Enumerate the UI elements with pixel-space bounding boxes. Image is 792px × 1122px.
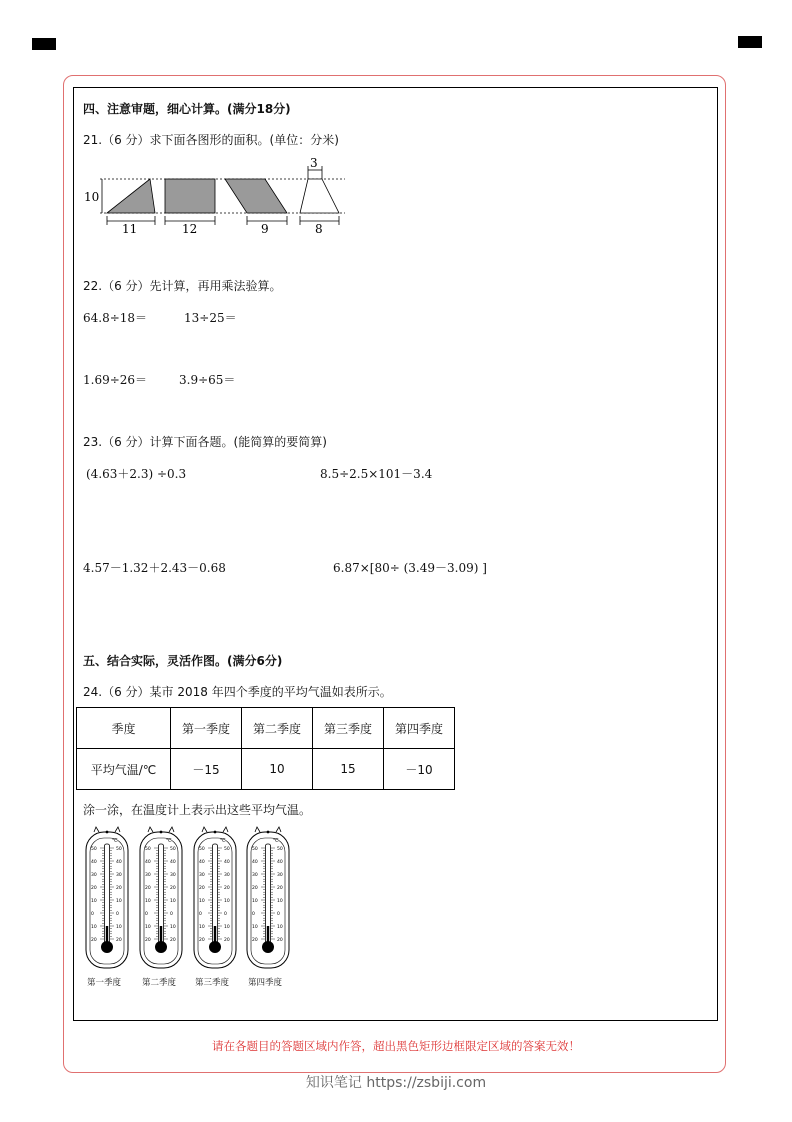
table-header-cell: 第四季度	[384, 708, 455, 749]
rectangle-base-label: 12	[182, 222, 198, 236]
scale-tick-label: 10	[224, 925, 230, 930]
unit-label: ℃	[273, 838, 279, 844]
scale-tick-label: 20	[252, 938, 258, 943]
thermometer-icon	[245, 826, 291, 971]
trapezoid-shape	[300, 179, 339, 213]
triangle-base-label: 11	[122, 222, 138, 236]
scale-tick-label: 40	[224, 860, 230, 865]
thermometer-label: 第三季度	[195, 978, 230, 988]
scale-tick-label: 20	[199, 938, 205, 943]
unit-label: ℃	[112, 838, 118, 844]
scale-tick-label: 20	[170, 886, 176, 891]
scale-tick-label: 30	[116, 873, 122, 878]
footer-note: 请在各题目的答题区域内作答，超出黑色矩形边框限定区域的答案无效！	[212, 1039, 580, 1053]
scale-tick-label: 10	[91, 899, 97, 904]
temperature-table	[76, 707, 455, 790]
scale-tick-label: 10	[224, 899, 230, 904]
scale-tick-label: 40	[252, 860, 258, 865]
scale-tick-label: 30	[277, 873, 283, 878]
scale-tick-label: 10	[116, 899, 122, 904]
scale-tick-label: 50	[91, 847, 97, 852]
scale-tick-label: 50	[224, 847, 230, 852]
scale-tick-label: 30	[252, 873, 258, 878]
q22-text: 22.（6 分）先计算，再用乘法验算。	[83, 279, 282, 293]
q23-expr-3: 4.57－1.32＋2.43－0.68	[83, 561, 226, 575]
table-header-cell: 季度	[77, 708, 171, 749]
scale-tick-label: 40	[277, 860, 283, 865]
scale-tick-label: 20	[277, 938, 283, 943]
scale-tick-label: 0	[170, 912, 173, 917]
scale-tick-label: 30	[170, 873, 176, 878]
scale-tick-label: 10	[252, 925, 258, 930]
table-row	[77, 708, 455, 749]
q23-expr-2: 8.5÷2.5×101－3.4	[320, 467, 433, 481]
thermometer-label: 第一季度	[87, 978, 122, 988]
parallelogram-shape	[225, 179, 287, 213]
scale-tick-label: 20	[145, 886, 151, 891]
q24-text: 24.（6 分）某市 2018 年四个季度的平均气温如表所示。	[83, 685, 392, 699]
table-header-cell: 第一季度	[171, 708, 242, 749]
scale-tick-label: 10	[170, 925, 176, 930]
q23-expr-4: 6.87×[80÷ (3.49－3.09) ]	[333, 561, 487, 575]
q24-instruction: 涂一涂，在温度计上表示出这些平均气温。	[83, 803, 312, 817]
thermometer-label: 第四季度	[248, 978, 283, 988]
scale-tick-label: 20	[91, 938, 97, 943]
trapezoid-base-label: 8	[315, 222, 323, 236]
scale-tick-label: 20	[116, 886, 122, 891]
table-cell: －15	[171, 749, 242, 790]
q22-expr-4: 3.9÷65＝	[179, 373, 236, 387]
scale-tick-label: 20	[91, 886, 97, 891]
scale-tick-label: 50	[116, 847, 122, 852]
thermometer-icon	[84, 826, 130, 971]
q23-text: 23.（6 分）计算下面各题。(能简算的要简算)	[83, 435, 327, 449]
scale-tick-label: 40	[91, 860, 97, 865]
scale-tick-label: 10	[252, 899, 258, 904]
scale-tick-label: 30	[199, 873, 205, 878]
scale-tick-label: 20	[199, 886, 205, 891]
scale-tick-label: 10	[277, 899, 283, 904]
scale-tick-label: 30	[91, 873, 97, 878]
scale-tick-label: 0	[277, 912, 280, 917]
scale-tick-label: 40	[116, 860, 122, 865]
scale-tick-label: 20	[224, 886, 230, 891]
scale-tick-label: 0	[91, 912, 94, 917]
triangle-shape	[107, 179, 155, 213]
scale-tick-label: 10	[199, 925, 205, 930]
scale-tick-label: 40	[145, 860, 151, 865]
trapezoid-top-label: 3	[310, 156, 318, 170]
thermometer-label: 第二季度	[142, 978, 177, 988]
table-header-cell: 第三季度	[313, 708, 384, 749]
scale-tick-label: 20	[252, 886, 258, 891]
scale-tick-label: 50	[252, 847, 258, 852]
table-row	[77, 749, 455, 790]
q21-text: 21.（6 分）求下面各图形的面积。(单位：分米)	[83, 133, 339, 147]
scale-tick-label: 10	[199, 899, 205, 904]
scale-tick-label: 50	[277, 847, 283, 852]
scale-tick-label: 10	[145, 899, 151, 904]
scale-tick-label: 50	[170, 847, 176, 852]
table-row-label: 平均气温/℃	[77, 749, 171, 790]
height-label: 10	[84, 190, 100, 204]
thermometer-icon	[138, 826, 184, 971]
parallelogram-base-label: 9	[261, 222, 269, 236]
scale-tick-label: 10	[91, 925, 97, 930]
q22-expr-3: 1.69÷26＝	[83, 373, 148, 387]
q23-expr-1: (4.63＋2.3) ÷0.3	[86, 467, 187, 481]
scale-tick-label: 10	[277, 925, 283, 930]
scale-tick-label: 30	[145, 873, 151, 878]
table-cell: 10	[242, 749, 313, 790]
unit-label: ℃	[166, 838, 172, 844]
watermark: 知识笔记 https://zsbiji.com	[305, 1075, 487, 1091]
scale-tick-label: 20	[224, 938, 230, 943]
table-header-cell: 第二季度	[242, 708, 313, 749]
scale-tick-label: 50	[145, 847, 151, 852]
scale-tick-label: 0	[252, 912, 255, 917]
scale-tick-label: 10	[116, 925, 122, 930]
scale-tick-label: 40	[170, 860, 176, 865]
scale-tick-label: 0	[145, 912, 148, 917]
q22-expr-1: 64.8÷18＝	[83, 311, 148, 325]
unit-label: ℃	[220, 838, 226, 844]
scale-tick-label: 10	[145, 925, 151, 930]
scale-tick-label: 50	[199, 847, 205, 852]
scale-tick-label: 40	[199, 860, 205, 865]
scale-tick-label: 30	[224, 873, 230, 878]
table-cell: 15	[313, 749, 384, 790]
rectangle-shape	[165, 179, 215, 213]
scale-tick-label: 0	[224, 912, 227, 917]
table-cell: －10	[384, 749, 455, 790]
scale-tick-label: 20	[277, 886, 283, 891]
scale-tick-label: 0	[116, 912, 119, 917]
scale-tick-label: 10	[170, 899, 176, 904]
section4-title: 四、注意审题，细心计算。(满分18分)	[83, 102, 291, 116]
thermometer-icon	[192, 826, 238, 971]
corner-mark-right	[738, 36, 762, 48]
scale-tick-label: 20	[170, 938, 176, 943]
q21-figures	[80, 155, 350, 240]
section5-title: 五、结合实际，灵活作图。(满分6分)	[83, 654, 283, 668]
corner-mark-left	[32, 38, 56, 50]
scale-tick-label: 20	[145, 938, 151, 943]
scale-tick-label: 20	[116, 938, 122, 943]
scale-tick-label: 0	[199, 912, 202, 917]
q22-expr-2: 13÷25＝	[184, 311, 237, 325]
